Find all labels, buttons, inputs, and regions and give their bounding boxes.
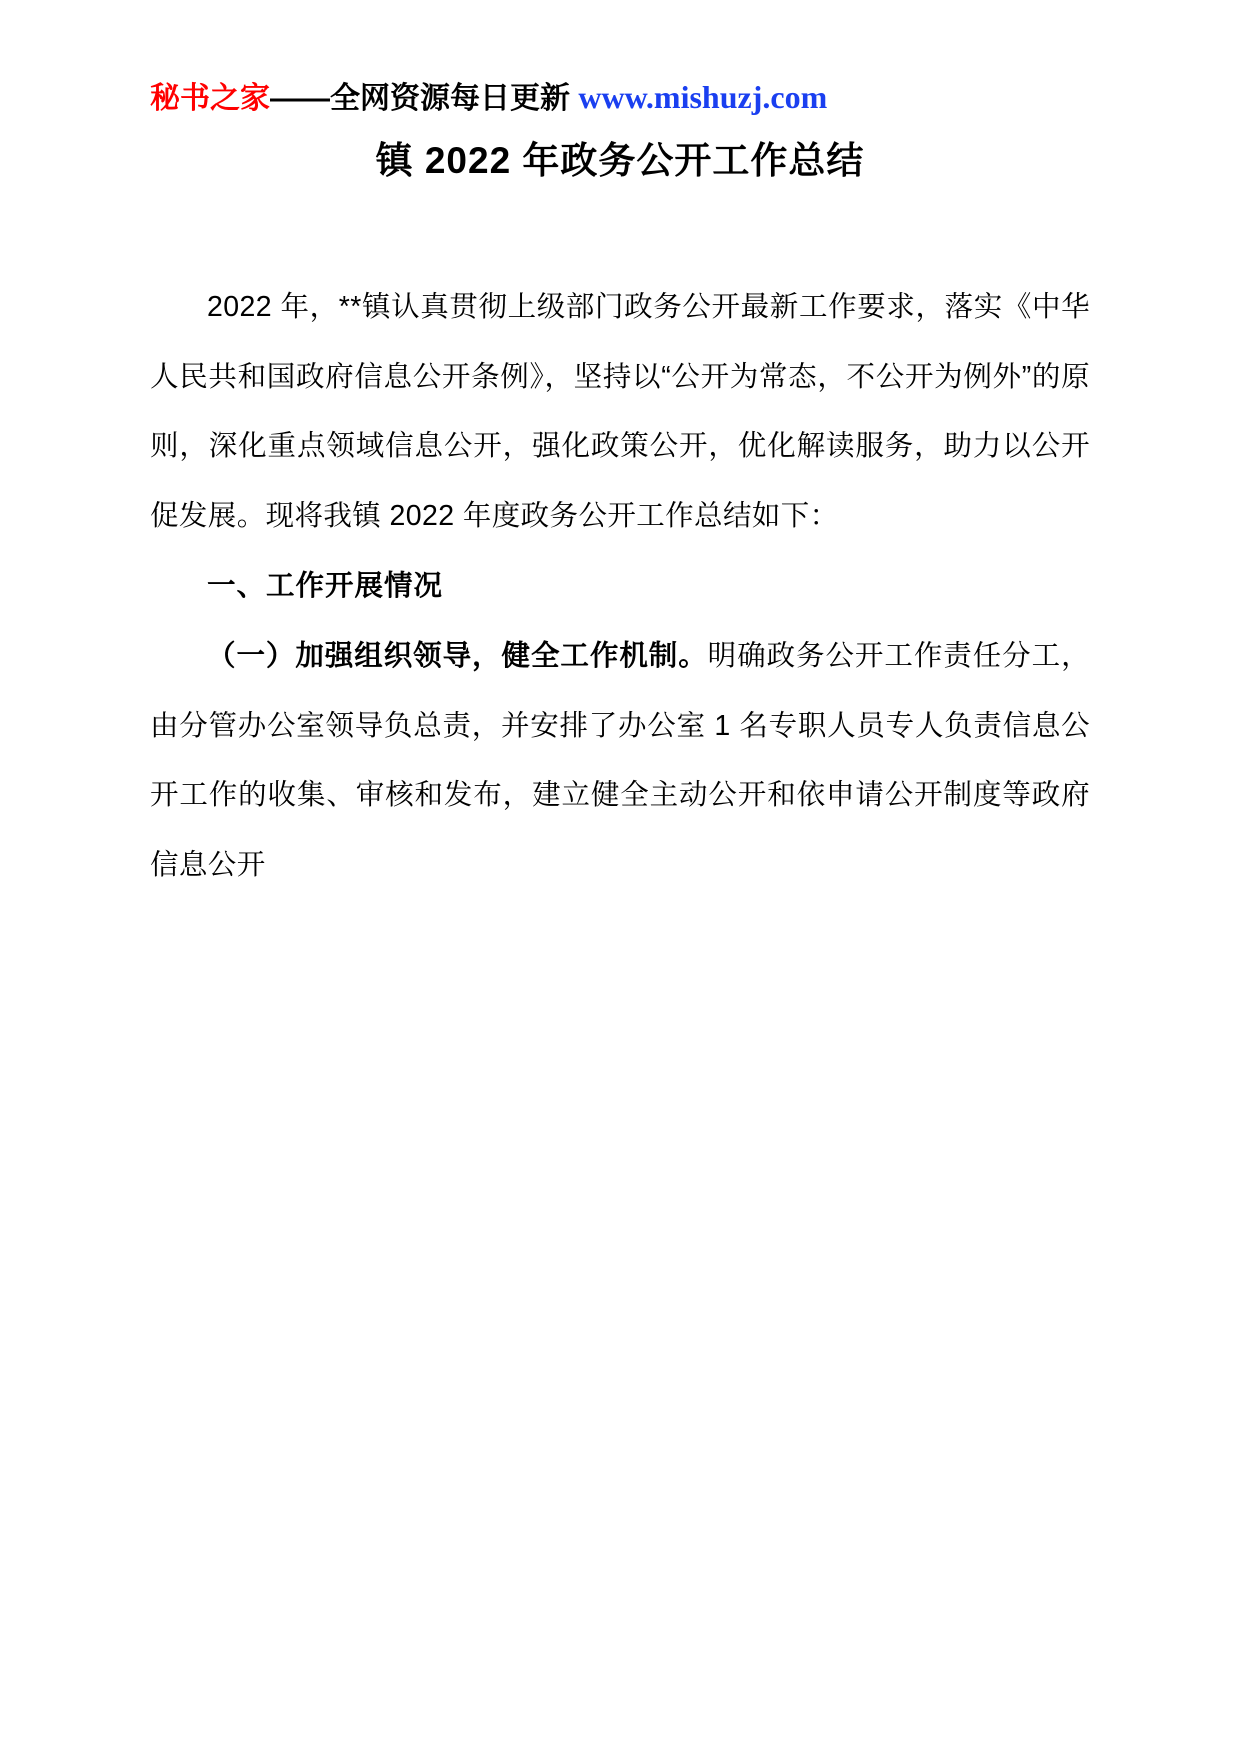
page-title: 镇 2022 年政务公开工作总结 xyxy=(375,140,865,181)
section-heading-1: 一、工作开展情况 xyxy=(207,570,444,603)
paragraph-subsection-1 xyxy=(150,622,1090,901)
watermark-brand: 秘书之家 xyxy=(150,82,270,115)
watermark-tagline: ——全网资源每日更新 xyxy=(270,82,570,115)
subsection-lead-1: （一）加强组织领导，健全工作机制。 xyxy=(207,639,708,672)
subsection-text-1: 明确政务公开工作责任分工，由分管办公室领导负总责，并安排了办公室 1 名专职人员专人负责信息公开工作的收集、审核和发布，建立健全主动公开和依申请公开制度等政府信息公开 xyxy=(150,639,1090,882)
watermark-url[interactable]: www.mishuzj.com xyxy=(578,79,828,115)
site-watermark xyxy=(150,78,1090,117)
paragraph-intro: 2022 年，**镇认真贯彻上级部门政务公开最新工作要求，落实《中华人民共和国政府信息公开条例》，坚持以“公开为常态，不公开为例外”的原则，深化重点领域信息公开，强化政策公开，优化解读服务，助力以公开促发展。现将我镇 2022 年度政务公开工作总结如下： xyxy=(150,290,1090,533)
document-body xyxy=(150,273,1090,901)
